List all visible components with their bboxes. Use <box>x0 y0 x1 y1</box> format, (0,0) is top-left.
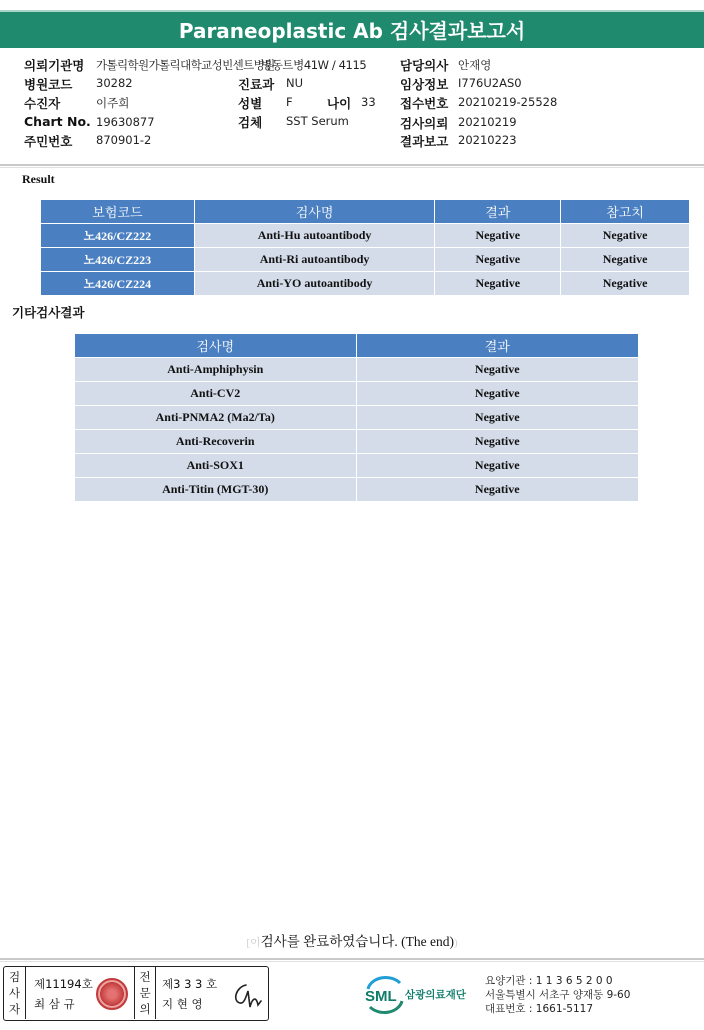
end-note-ghost-right: ) <box>454 937 458 949</box>
result-section-title: Result <box>22 172 55 186</box>
info-divider <box>0 164 704 166</box>
reference-cell: Negative <box>561 272 690 296</box>
end-note <box>0 930 704 950</box>
clinical-info-value: I776U2AS0 <box>458 76 522 90</box>
result-cell: Negative <box>435 224 561 248</box>
clinical-info-label: 임상정보 <box>400 77 449 92</box>
header-test-name: 검사명 <box>75 334 357 358</box>
result-cell: Negative <box>356 406 638 430</box>
report-date-value: 20210223 <box>458 133 517 147</box>
test-name-cell: Anti-Amphiphysin <box>75 358 357 382</box>
organization-info <box>485 974 630 1016</box>
id-label: 주민번호 <box>24 134 73 149</box>
footer-divider-secondary <box>0 961 704 962</box>
chart-label: Chart No. <box>24 114 91 129</box>
sml-logo-icon <box>362 971 406 1015</box>
institution-label: 의뢰기관명 <box>24 58 85 73</box>
insurance-code-cell: 노426/CZ224 <box>41 272 195 296</box>
result-cell: Negative <box>435 272 561 296</box>
sex-value: F <box>286 95 293 109</box>
report-title: Paraneoplastic Ab 검사결과보고서 <box>0 10 704 48</box>
result-cell: Negative <box>435 248 561 272</box>
signature-icon <box>228 977 264 1013</box>
reference-cell: Negative <box>561 224 690 248</box>
result-cell: Negative <box>356 382 638 406</box>
sex-label: 성별 <box>238 96 263 111</box>
header-insurance-code: 보험코드 <box>41 200 195 224</box>
signature-box <box>3 966 269 1021</box>
logo-brand-text: SML <box>365 988 397 1005</box>
doctor-label: 담당의사 <box>400 58 449 73</box>
examiner-name: 최 삼 규 <box>34 997 75 1011</box>
official-seal-icon <box>96 978 128 1010</box>
table-row <box>75 382 639 406</box>
dept-value: NU <box>286 76 304 90</box>
end-note-ghost-left: [이 <box>246 937 261 949</box>
table-row <box>41 224 690 248</box>
table-row <box>75 358 639 382</box>
request-label: 검사의뢰 <box>400 116 449 131</box>
result-cell: Negative <box>356 430 638 454</box>
sml-logo <box>362 971 482 1015</box>
specimen-value: SST Serum <box>286 114 349 128</box>
test-name-cell: Anti-Hu autoantibody <box>194 224 435 248</box>
test-name-cell: Anti-Ri autoantibody <box>194 248 435 272</box>
header-result: 결과 <box>435 200 561 224</box>
table-row <box>41 272 690 296</box>
dept-label: 진료과 <box>238 77 275 92</box>
test-name-cell: Anti-CV2 <box>75 382 357 406</box>
table-row <box>75 406 639 430</box>
result-table-header-row <box>41 200 690 224</box>
confirmer-name: 지 현 영 <box>162 997 203 1011</box>
result-cell: Negative <box>356 454 638 478</box>
other-section-title: 기타검사결과 <box>12 305 85 320</box>
test-name-cell: Anti-SOX1 <box>75 454 357 478</box>
header-test-name: 검사명 <box>194 200 435 224</box>
org-phone: 대표번호 : 1661-5117 <box>485 1003 594 1015</box>
result-cell: Negative <box>356 478 638 502</box>
id-value: 870901-2 <box>96 133 152 147</box>
receipt-value: 20210219-25528 <box>458 95 558 109</box>
header-reference: 참고치 <box>561 200 690 224</box>
test-name-cell: Anti-Recoverin <box>75 430 357 454</box>
other-table-header-row <box>75 334 639 358</box>
hospital-code-label: 병원코드 <box>24 77 73 92</box>
table-row <box>75 430 639 454</box>
confirmer-number: 제3 3 3 호 <box>162 977 218 991</box>
request-value: 20210219 <box>458 115 517 129</box>
chart-value: 19630877 <box>96 115 155 129</box>
confirmer-label: 전 문 의 <box>134 967 156 1019</box>
examiner-label: 검 사 자 <box>4 967 26 1019</box>
table-row <box>75 478 639 502</box>
specimen-label: 검체 <box>238 115 263 130</box>
insurance-code-cell: 노426/CZ223 <box>41 248 195 272</box>
hospital-code-value: 30282 <box>96 76 133 90</box>
footer-divider <box>0 958 704 960</box>
test-name-cell: Anti-PNMA2 (Ma2/Ta) <box>75 406 357 430</box>
org-code: 요양기관 : 1 1 3 6 5 2 0 0 <box>485 975 613 987</box>
table-row <box>41 248 690 272</box>
test-name-cell: Anti-YO autoantibody <box>194 272 435 296</box>
patient-value: 이주희 <box>96 96 130 110</box>
patient-info <box>0 48 704 164</box>
report-date-label: 결과보고 <box>400 134 449 149</box>
age-label: 나이 <box>327 96 352 111</box>
logo-org-text: 삼광의료재단 <box>405 989 466 1001</box>
result-cell: Negative <box>356 358 638 382</box>
age-value: 33 <box>361 95 376 109</box>
test-name-cell: Anti-Titin (MGT-30) <box>75 478 357 502</box>
patient-label: 수진자 <box>24 96 61 111</box>
org-address: 서울특별시 서초구 양재동 9-60 <box>485 989 631 1001</box>
table-row <box>75 454 639 478</box>
info-divider-secondary <box>0 167 704 168</box>
receipt-label: 접수번호 <box>400 96 449 111</box>
result-table <box>40 199 690 296</box>
doctor-value: 안재영 <box>458 58 492 72</box>
insurance-code-cell: 노426/CZ222 <box>41 224 195 248</box>
ward-value: 병동트병41W / 4115 <box>261 58 367 72</box>
examiner-number: 제11194호 <box>34 977 93 991</box>
header-result: 결과 <box>356 334 638 358</box>
end-note-text: 검사를 완료하였습니다. (The end) <box>260 934 454 949</box>
institution-value: 가톨릭학원가톨릭대학교성빈센트병원 <box>96 58 275 72</box>
other-results-table <box>74 333 639 502</box>
reference-cell: Negative <box>561 248 690 272</box>
